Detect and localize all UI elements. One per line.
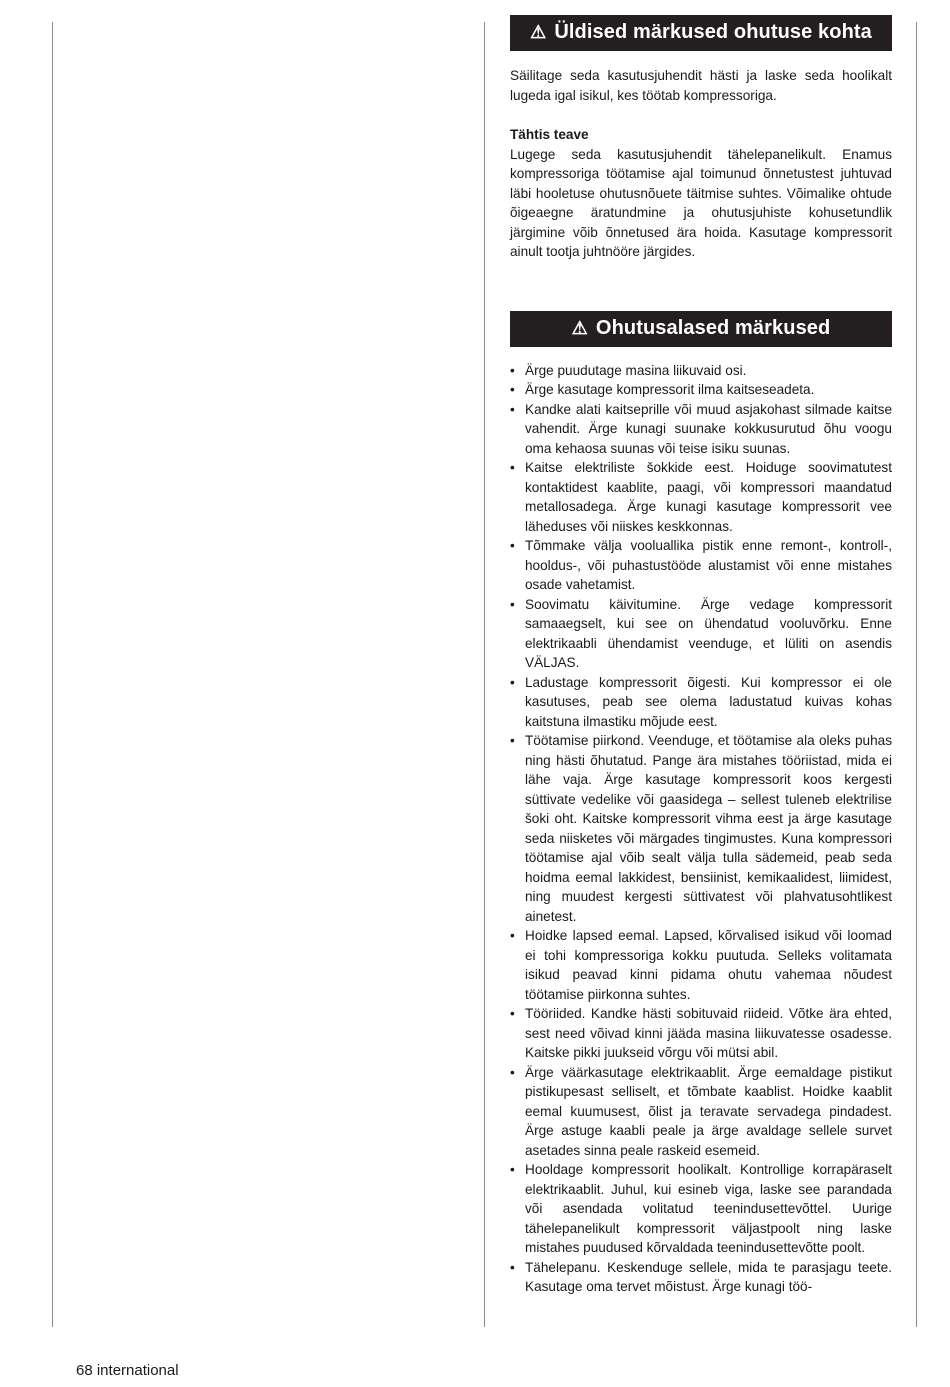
- list-item-text: Töötamise piirkond. Veenduge, et töötamise ala oleks puhas ning hästi õhutatud. Pange ära mistahes tööriistad, mida ei lähe vaja. Ärge kasutage kompressorit koos kergesti süttivate vedelike või gaasidega – sellest tuleneb elektrilise šoki oht. Kaitske kompressorit vihma eest ja ärge kasutage seda niisketes või märgades tingimustes. Kuna kompressori töötamise ajal võib sealt välja tulla sädemeid, peab seda hoidma eemal lakkidest, bensiinist, kemikaalidest, liimidest, ning muudest kergesti süttivatest või plahvatusohtlikest ainetest.: [525, 733, 892, 924]
- bullet-icon: •: [510, 1259, 515, 1275]
- bullet-icon: •: [510, 596, 515, 612]
- bullet-icon: •: [510, 460, 515, 475]
- heading-safety-notes-text: Ohutusalased märkused: [595, 316, 831, 339]
- list-item-text: Tähelepanu. Keskenduge sellele, mida te parasjagu teete. Kasutage oma tervet mõistust. Ärge kunagi töö-: [525, 1259, 892, 1294]
- center-column-rule: [484, 22, 485, 1327]
- list-item: [510, 595, 892, 673]
- important-info-title: Tähtis teave: [510, 127, 589, 142]
- list-item-text: Hoidke lapsed eemal. Lapsed, kõrvalised isikud või loomad ei tohi kompressoriga kokku puutuda. Selleks volitamata isikud peavad kinni pidama ohutu vahemaa nõudest töötamise piirkonna suhtes.: [525, 928, 892, 1002]
- list-item: [510, 400, 892, 459]
- list-item: [510, 1258, 892, 1297]
- bullet-icon: •: [510, 928, 515, 943]
- bullet-icon: •: [510, 1064, 515, 1080]
- list-item-text: Ärge väärkasutage elektrikaablit. Ärge eemaldage pistikut pistikupesast selliselt, et tõmbate kaablist. Hoidke kaablit eemal kuumusest, õlist ja teravate servadega pindadest. Ärge astuge kaabli peale ja ärge avaldage sellele survet asetades sinna peale raskeid esemeid.: [525, 1064, 892, 1158]
- list-item: [510, 1160, 892, 1258]
- bullet-icon: •: [510, 401, 515, 417]
- list-item-text: Kaitse elektriliste šokkide eest. Hoiduge soovimatutest kontaktidest kaablite, paagi, või kompressori maandatud metallosadega. Ärge kunagi kasutage kompressorit vee läheduses või niiskes keskkonnas.: [525, 460, 892, 534]
- bullet-icon: •: [510, 538, 515, 553]
- list-item: [510, 1063, 892, 1161]
- list-item-text: Ärge puudutage masina liikuvaid osi.: [525, 362, 747, 378]
- bullet-icon: •: [510, 382, 515, 397]
- list-item: [510, 1004, 892, 1063]
- bullet-icon: •: [510, 733, 515, 748]
- bullet-icon: •: [510, 1162, 515, 1177]
- list-item: [510, 926, 892, 1004]
- list-item: [510, 536, 892, 595]
- list-item: [510, 458, 892, 536]
- list-item: [510, 361, 892, 381]
- heading-general-safety-text: Üldised märkused ohutuse kohta: [554, 21, 872, 44]
- list-item-text: Ärge kasutage kompressorit ilma kaitseseadeta.: [525, 382, 815, 397]
- list-item-text: Tõmmake välja vooluallika pistik enne remont-, kontroll-, hooldus-, või puhastustööde alustamist või enne mistahes osade vahetamist.: [525, 538, 892, 592]
- list-item: [510, 673, 892, 732]
- warning-triangle-icon: ⚠: [530, 22, 547, 43]
- heading-general-safety: [510, 15, 892, 51]
- bullet-icon: •: [510, 362, 515, 378]
- bullet-icon: •: [510, 1006, 515, 1021]
- warning-triangle-icon: ⚠: [571, 317, 588, 338]
- left-margin-rule: [52, 22, 53, 1327]
- list-item-text: Kandke alati kaitseprille või muud asjakohast silmade kaitse vahendit. Ärge kunagi suunake kokkusurutud õhu voogu oma kehaosa suunas või teise isiku suunas.: [525, 401, 892, 456]
- heading-safety-notes: [510, 311, 892, 347]
- list-item-text: Hooldage kompressorit hoolikalt. Kontrollige korrapäraselt elektrikaablit. Juhul, kui esineb viga, laske see parandada või asendada volitatud teenindusettevõttel. Uurige tähelepanelikult kompressorit väljastpoolt ning laske mistahes puudused kõrvaldada teenindusettevõtte poolt.: [525, 1162, 892, 1255]
- list-item: [510, 731, 892, 926]
- page-footer: 68 international: [76, 1362, 179, 1379]
- right-text-column: [510, 15, 892, 1297]
- list-item: [510, 380, 892, 400]
- important-info-body: Lugege seda kasutusjuhendit tähelepanelikult. Enamus kompressoriga töötamise ajal toimunud õnnetustest juhtuvad läbi hooletuse ohutusnõuete täitmise suhtes. Võimalike ohtude õigeaegne äratundmine ja ohutusjuhiste kohusetundlik järgimine võib õnnetused ära hoida. Kasutage kompressorit ainult tootja juhtnööre järgides.: [510, 146, 892, 259]
- list-item-text: Tööriided. Kandke hästi sobituvaid riideid. Võtke ära ehted, sest need võivad kinni jääda masina liikuvatesse osadesse. Kaitske pikki juukseid võrgu või mütsi abil.: [525, 1006, 892, 1060]
- intro-paragraph: Säilitage seda kasutusjuhendit hästi ja laske seda hoolikalt lugeda igal isikul, kes töötab kompressoriga.: [510, 68, 892, 103]
- right-margin-rule: [916, 22, 917, 1327]
- list-item-text: Soovimatu käivitumine. Ärge vedage kompressorit samaaegselt, kui see on ühendatud vooluvõrku. Enne elektrikaabli ühendamist veenduge, et lüliti on asendis VÄLJAS.: [525, 596, 892, 670]
- list-item-text: Ladustage kompressorit õigesti. Kui kompressor ei ole kasutuses, peab see olema ladustatud kuivas kohas kaitstuna ilmastiku mõjude eest.: [525, 674, 892, 729]
- safety-notes-list: [510, 361, 892, 1297]
- bullet-icon: •: [510, 674, 515, 690]
